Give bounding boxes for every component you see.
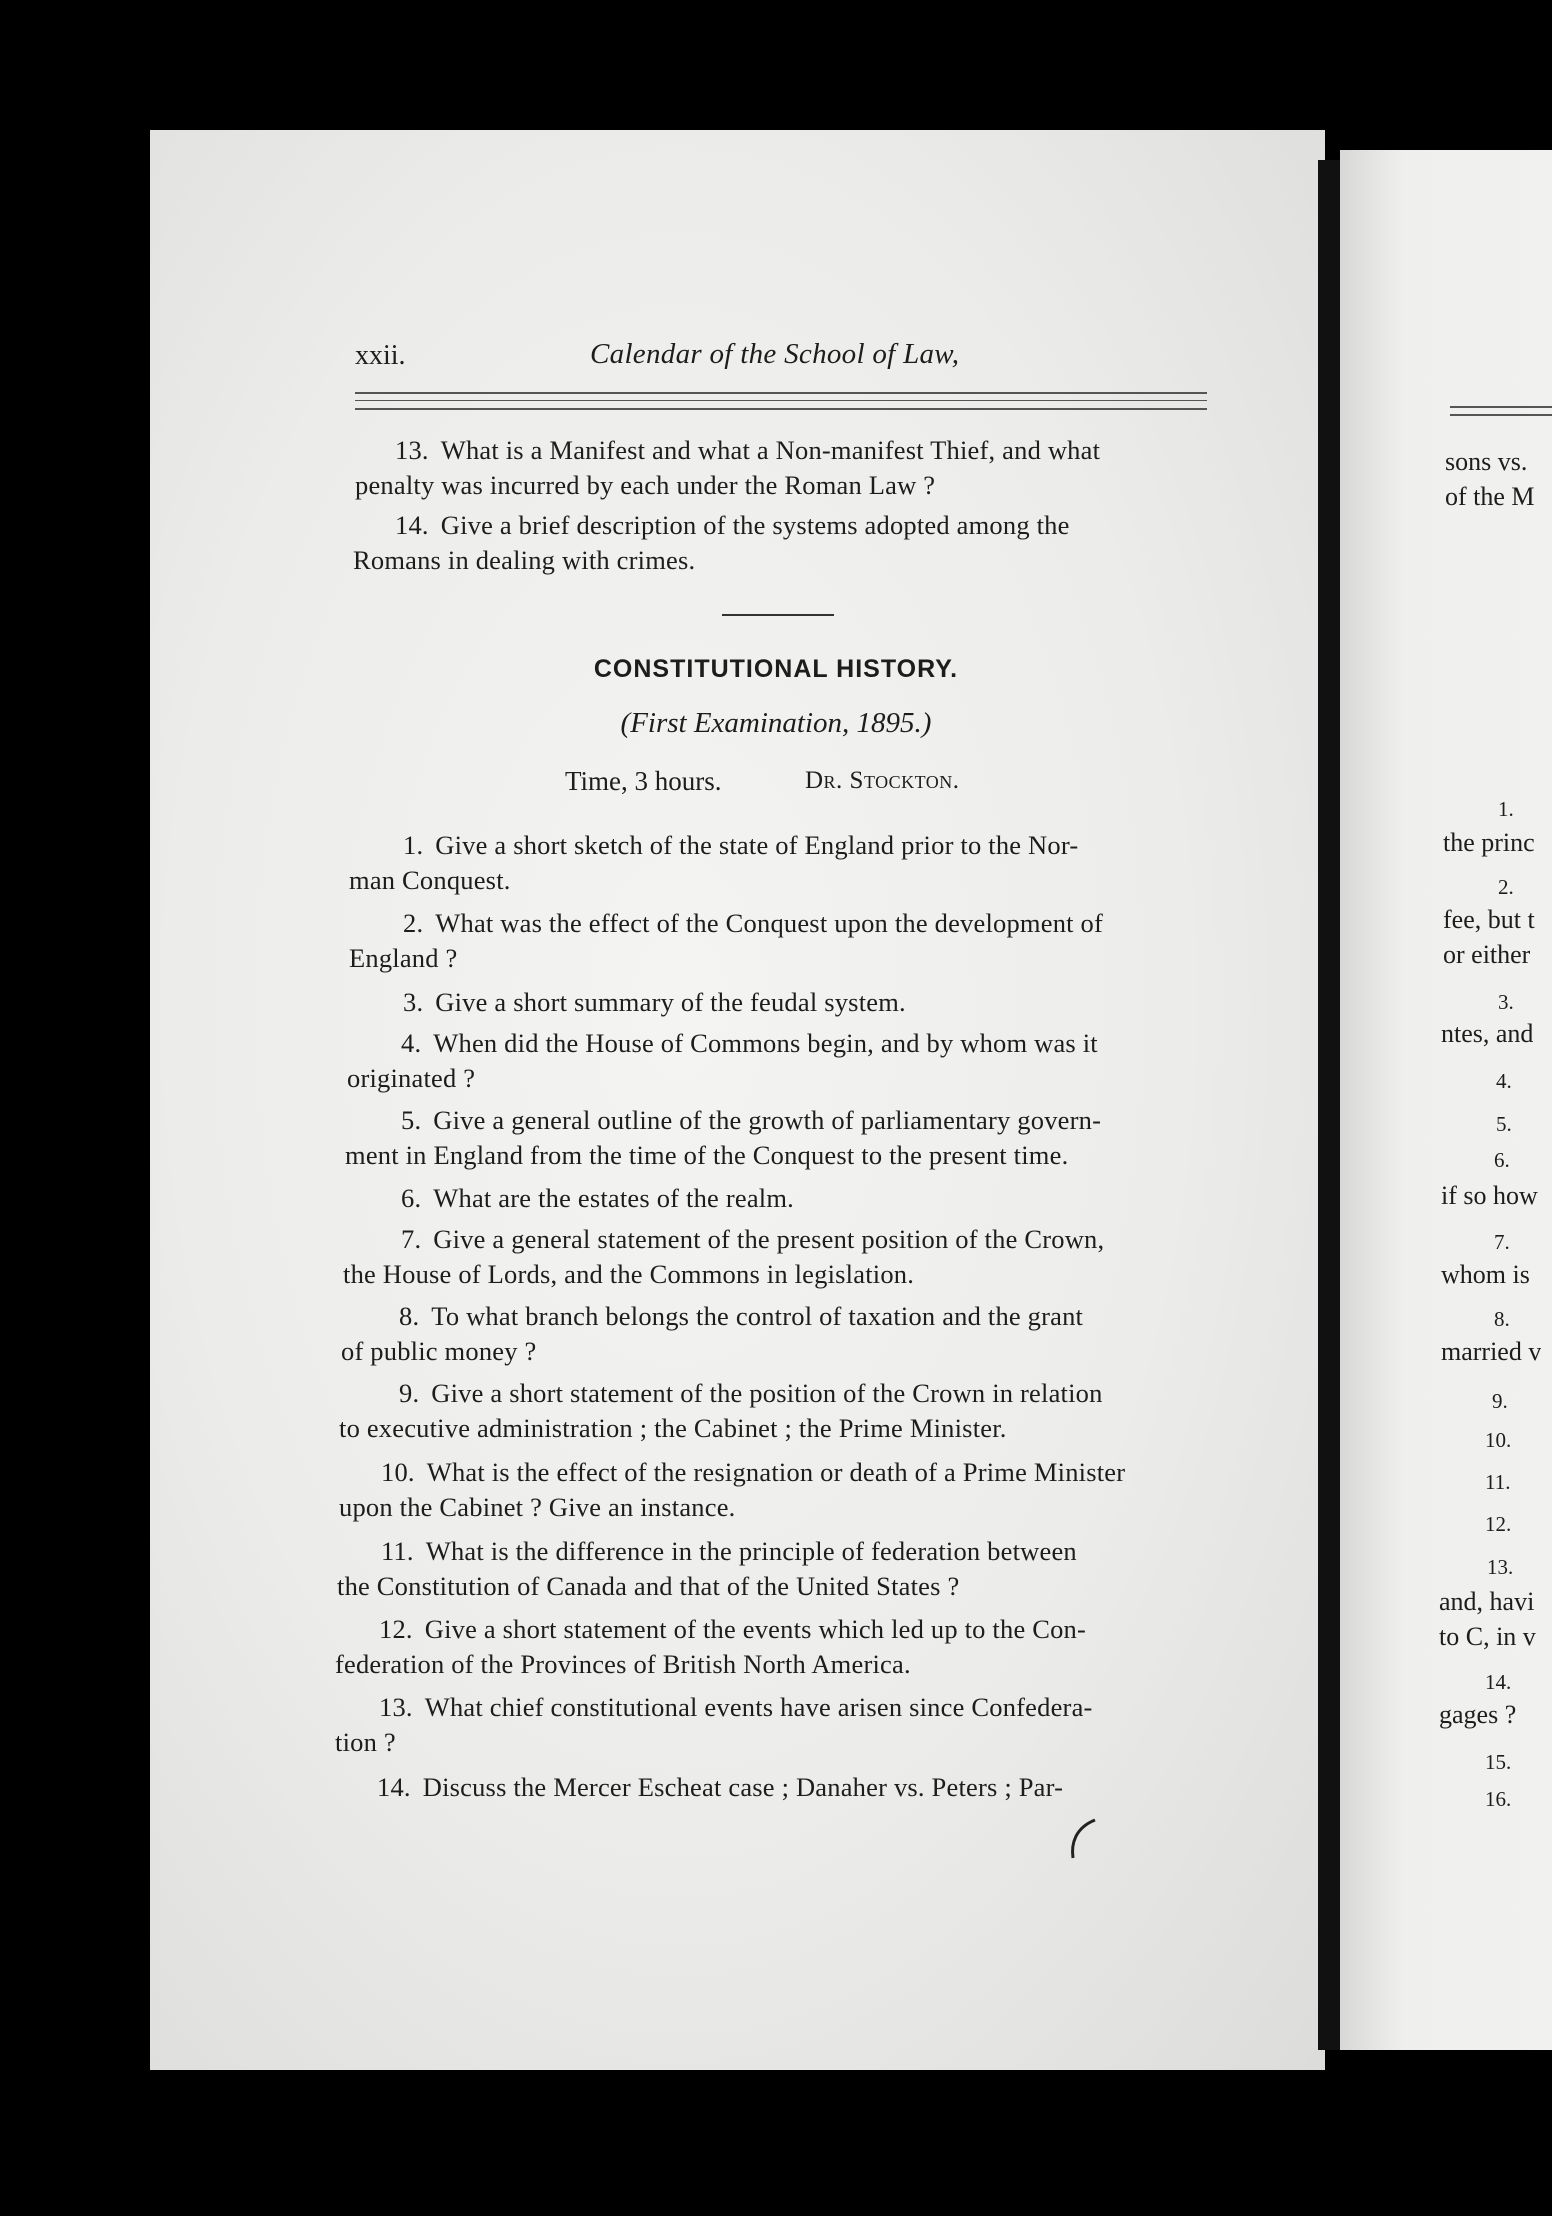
roman-question-13: 13. What is a Manifest and what a Non-manifest Thief, and what penalty was incurred by each under the Roman Law ? bbox=[355, 435, 1101, 500]
right-fragment: 14. bbox=[1485, 1670, 1512, 1694]
page-number: xxii. bbox=[355, 340, 406, 371]
roman-question-14: 14. Give a brief description of the systems adopted among the Romans in dealing with crimes. bbox=[353, 510, 1070, 575]
examiner-name: Dr. Stockton. bbox=[805, 767, 960, 794]
header-rule-3 bbox=[355, 408, 1207, 410]
question-14: 14. Discuss the Mercer Escheat case ; Danaher vs. Peters ; Par- bbox=[377, 1772, 1064, 1802]
question-13: 13. What chief constitutional events have arisen since Confedera- tion ? bbox=[335, 1692, 1093, 1757]
section-divider bbox=[722, 614, 834, 616]
right-page bbox=[1340, 150, 1552, 2050]
right-header-rule-2 bbox=[1450, 414, 1552, 416]
right-fragment: 13. bbox=[1487, 1555, 1514, 1579]
right-fragment: fee, but t bbox=[1443, 905, 1535, 934]
right-fragment: 4. bbox=[1496, 1069, 1512, 1093]
right-fragment: the princ bbox=[1443, 828, 1535, 857]
exam-subtitle: (First Examination, 1895.) bbox=[620, 707, 932, 739]
question-4: 4. When did the House of Commons begin, and by whom was it originated ? bbox=[347, 1028, 1098, 1093]
right-fragment: sons vs. bbox=[1445, 447, 1528, 476]
pencil-mark bbox=[1065, 1808, 1115, 1868]
right-fragment: or either bbox=[1443, 940, 1531, 969]
exam-time: Time, 3 hours. bbox=[565, 766, 722, 796]
right-fragment: 10. bbox=[1485, 1428, 1512, 1452]
question-2: 2. What was the effect of the Conquest upon the development of England ? bbox=[349, 908, 1104, 973]
right-fragment: 7. bbox=[1494, 1230, 1510, 1254]
question-11: 11. What is the difference in the principle of federation between the Constitution of Canada and that of the United States ? bbox=[337, 1536, 1077, 1601]
running-head: Calendar of the School of Law, bbox=[590, 338, 960, 370]
right-fragment: married v bbox=[1441, 1337, 1542, 1366]
right-fragment: 9. bbox=[1492, 1389, 1508, 1413]
question-12: 12. Give a short statement of the events which led up to the Con- federation of the Provinces of British North America. bbox=[335, 1614, 1087, 1679]
right-fragment: gages ? bbox=[1439, 1700, 1517, 1729]
right-fragment: 12. bbox=[1485, 1512, 1512, 1536]
right-fragment: and, havi bbox=[1439, 1587, 1535, 1616]
right-fragment: 1. bbox=[1498, 797, 1514, 821]
right-fragment: 15. bbox=[1485, 1750, 1512, 1774]
question-1: 1. Give a short sketch of the state of England prior to the Nor- man Conquest. bbox=[349, 830, 1079, 895]
right-fragment: 3. bbox=[1498, 990, 1514, 1014]
question-5: 5. Give a general outline of the growth of parliamentary govern- ment in England from the time of the Conquest to the present time. bbox=[345, 1105, 1102, 1170]
right-fragment: of the M bbox=[1445, 482, 1535, 511]
right-fragment: 6. bbox=[1494, 1148, 1510, 1172]
right-header-rule bbox=[1450, 406, 1552, 408]
question-9: 9. Give a short statement of the position of the Crown in relation to executive administration ; the Cabinet ; the Prime Minister. bbox=[339, 1378, 1103, 1443]
right-fragment: 16. bbox=[1485, 1787, 1512, 1811]
question-10: 10. What is the effect of the resignation or death of a Prime Minister upon the Cabinet ? Give an instance. bbox=[339, 1457, 1126, 1522]
question-8: 8. To what branch belongs the control of taxation and the grant of public money ? bbox=[341, 1301, 1084, 1366]
question-6: 6. What are the estates of the realm. bbox=[401, 1183, 794, 1213]
question-7: 7. Give a general statement of the present position of the Crown, the House of Lords, and the Commons in legislation. bbox=[343, 1224, 1105, 1289]
right-fragment: 5. bbox=[1496, 1112, 1512, 1136]
right-fragment: if so how bbox=[1441, 1181, 1538, 1210]
header-rule-2 bbox=[355, 400, 1207, 401]
right-fragment: to C, in v bbox=[1439, 1622, 1536, 1651]
right-fragment: 8. bbox=[1494, 1307, 1510, 1331]
header-rule bbox=[355, 392, 1207, 394]
right-fragment: whom is bbox=[1441, 1260, 1530, 1289]
right-fragment: ntes, and bbox=[1441, 1019, 1534, 1048]
right-fragment: 11. bbox=[1485, 1470, 1511, 1494]
question-3: 3. Give a short summary of the feudal system. bbox=[403, 987, 906, 1017]
section-title: CONSTITUTIONAL HISTORY. bbox=[593, 655, 959, 683]
right-fragment: 2. bbox=[1498, 875, 1514, 899]
